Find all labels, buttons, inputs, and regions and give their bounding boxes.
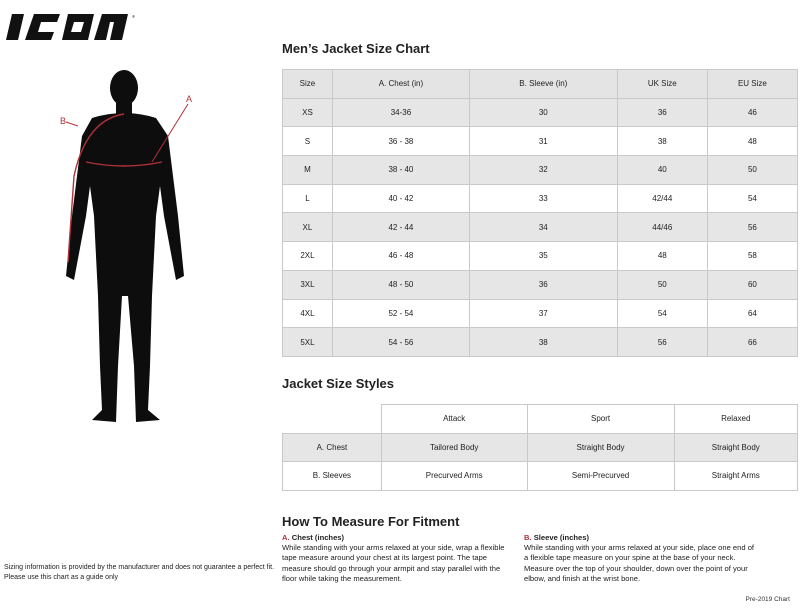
cell-uk-size: 42/44 [617,184,707,213]
header-relaxed: Relaxed [674,405,797,434]
cell-chest: 38 - 40 [332,156,469,185]
header-sleeve: B. Sleeve (in) [469,70,617,99]
cell-sleeve: 37 [469,299,617,328]
cell-sleeve: 38 [469,328,617,357]
cell-size: M [283,156,333,185]
cell-eu-size: 54 [707,184,797,213]
chest-instructions: While standing with your arms relaxed at your side, wrap a flexible tape measure around your chest at its largest point. The tape measure should go through your armpit and stay parallel with the floor while taking the measurement. [282,543,505,583]
cell-eu-size: 58 [707,242,797,271]
table-row [283,213,798,242]
cell-eu-size: 66 [707,328,797,357]
label-b: B [60,116,67,126]
cell-chest: 40 - 42 [332,184,469,213]
cell-size: 5XL [283,328,333,357]
size-chart-table [282,69,798,357]
cell-sleeve: 33 [469,184,617,213]
cell-size: 2XL [283,242,333,271]
cell-chest: 42 - 44 [332,213,469,242]
table-row [283,270,798,299]
cell-size: 4XL [283,299,333,328]
cell-row-label: B. Sleeves [283,462,382,491]
measure-sleeve-block [524,533,756,584]
disclaimer [4,563,274,583]
cell-sleeve: 34 [469,213,617,242]
style-chart-title: Jacket Size Styles [282,376,395,391]
sleeve-instructions: While standing with your arms relaxed at your side, place one end of a flexible tape measure on your spine at the base of your neck. Measure over the top of your shoulder, down over the point of your elbow, and finish at the wrist bone. [524,543,755,583]
table-row [283,98,798,127]
table-row [283,433,798,462]
cell-chest: 36 - 38 [332,127,469,156]
size-chart-title: Men’s Jacket Size Chart [282,41,430,56]
header-size: Size [283,70,333,99]
table-row [283,127,798,156]
cell-sleeve: 31 [469,127,617,156]
cell-eu-size: 60 [707,270,797,299]
table-header-row [283,405,798,434]
cell-chest: 34-36 [332,98,469,127]
header-attack: Attack [381,405,527,434]
cell-sleeve: 30 [469,98,617,127]
cell-uk-size: 50 [617,270,707,299]
sleeve-letter: B. [524,533,532,542]
cell-relaxed: Straight Body [674,433,797,462]
label-a: A [186,94,193,104]
cell-uk-size: 40 [617,156,707,185]
cell-row-label: A. Chest [283,433,382,462]
cell-uk-size: 38 [617,127,707,156]
header-chest: A. Chest (in) [332,70,469,99]
cell-size: L [283,184,333,213]
cell-attack: Tailored Body [381,433,527,462]
cell-uk-size: 54 [617,299,707,328]
header-uk-size: UK Size [617,70,707,99]
icon-logo [4,8,140,44]
cell-sleeve: 35 [469,242,617,271]
cell-size: S [283,127,333,156]
table-row [283,242,798,271]
cell-chest: 46 - 48 [332,242,469,271]
cell-chest: 52 - 54 [332,299,469,328]
cell-sport: Semi-Precurved [527,462,674,491]
cell-uk-size: 36 [617,98,707,127]
cell-sleeve: 36 [469,270,617,299]
table-row [283,156,798,185]
disclaimer-line-1: Sizing information is provided by the manufacturer and does not guarantee a perfect fit. [4,564,275,571]
cell-relaxed: Straight Arms [674,462,797,491]
style-chart-table [282,404,798,491]
cell-chest: 48 - 50 [332,270,469,299]
table-row [283,299,798,328]
cell-uk-size: 44/46 [617,213,707,242]
cell-eu-size: 50 [707,156,797,185]
table-row [283,328,798,357]
table-row [283,462,798,491]
cell-chest: 54 - 56 [332,328,469,357]
header-blank [283,405,382,434]
cell-eu-size: 46 [707,98,797,127]
header-eu-size: EU Size [707,70,797,99]
table-header-row [283,70,798,99]
svg-text:®: ® [132,14,135,19]
header-sport: Sport [527,405,674,434]
cell-eu-size: 48 [707,127,797,156]
cell-size: 3XL [283,270,333,299]
sleeve-heading: Sleeve (inches) [533,533,590,542]
body-silhouette [52,66,202,426]
chest-heading: Chest (inches) [291,533,345,542]
cell-eu-size: 64 [707,299,797,328]
chart-version: Pre-2019 Chart [745,596,790,603]
disclaimer-line-2: Please use this chart as a guide only [4,574,119,581]
cell-uk-size: 56 [617,328,707,357]
measure-title: How To Measure For Fitment [282,514,460,529]
cell-size: XS [283,98,333,127]
measure-chest-block [282,533,514,584]
chest-letter: A. [282,533,290,542]
cell-sport: Straight Body [527,433,674,462]
cell-sleeve: 32 [469,156,617,185]
cell-eu-size: 56 [707,213,797,242]
cell-size: XL [283,213,333,242]
cell-uk-size: 48 [617,242,707,271]
cell-attack: Precurved Arms [381,462,527,491]
table-row [283,184,798,213]
